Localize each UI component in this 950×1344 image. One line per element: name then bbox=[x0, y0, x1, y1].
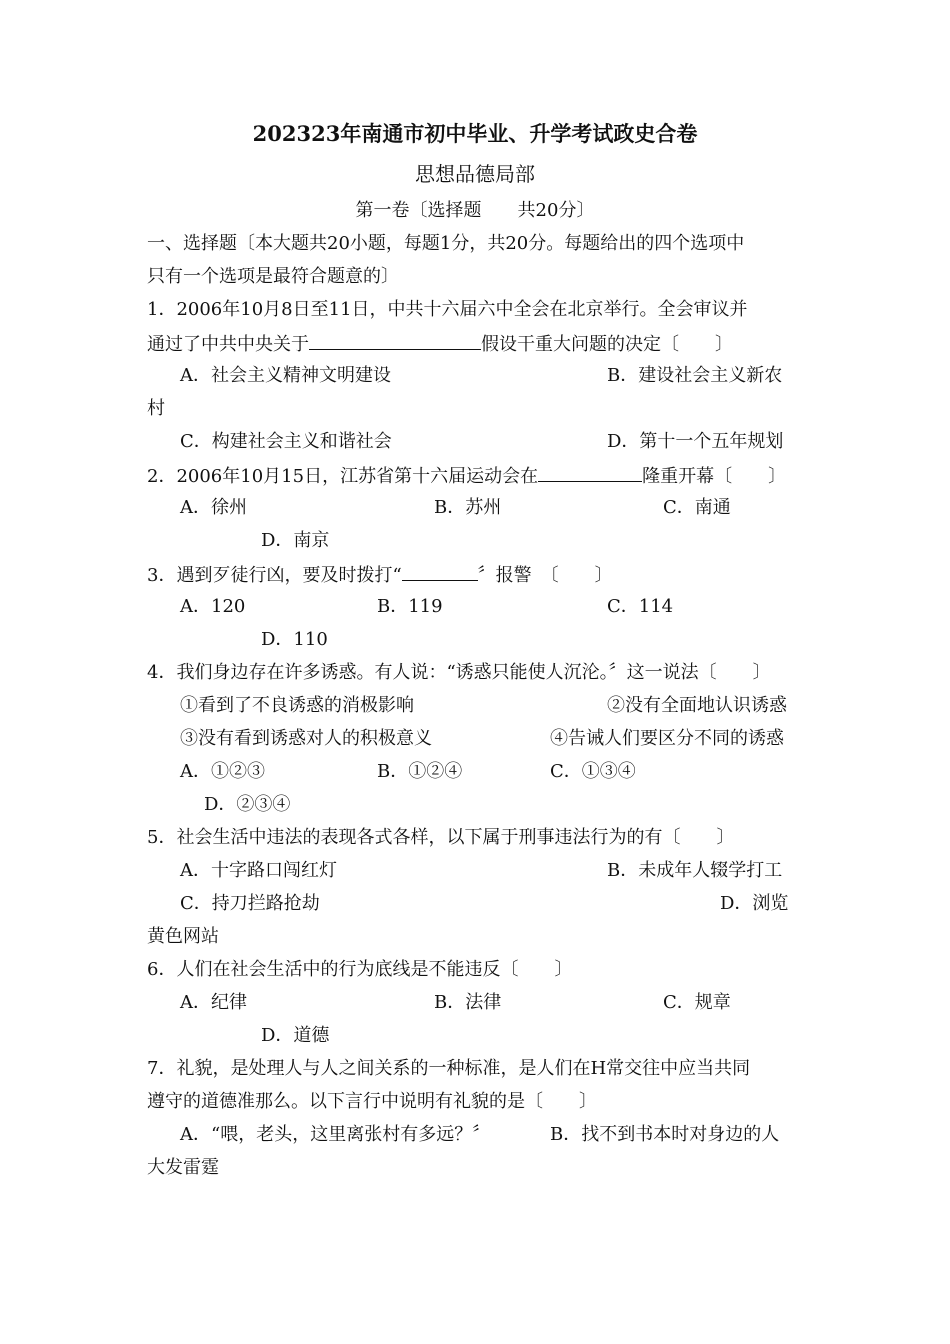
q6-stem: 6．人们在社会生活中的行为底线是不能违反〔 〕 bbox=[147, 959, 573, 980]
q1-stem-line-2 bbox=[147, 331, 733, 357]
q1-option-b: B．建设社会主义新农 bbox=[607, 365, 783, 386]
q5-option-b: B．未成年人辍学打工 bbox=[607, 860, 783, 881]
q3-stem-text-a: 3．遇到歹徒行凶，要及时拨打“ bbox=[147, 565, 402, 586]
q3-option-a: A．120 bbox=[180, 596, 246, 617]
q4-statement-4: ④告诫人们要区分不同的诱惑 bbox=[550, 728, 784, 749]
q4-option-c: C．①③④ bbox=[550, 761, 636, 782]
q4-statement-2: ②没有全面地认识诱惑 bbox=[607, 695, 787, 716]
q2-answer-blank bbox=[538, 463, 642, 482]
q7-option-b-wrap: 大发雷霆 bbox=[147, 1157, 219, 1178]
q3-stem bbox=[147, 562, 613, 588]
page-title: 202323年南通市初中毕业、升学考试政史合卷 bbox=[252, 121, 698, 146]
q7-option-b: B．找不到书本时对身边的人 bbox=[550, 1124, 780, 1145]
q1-option-d: D．第十一个五年规划 bbox=[607, 431, 784, 452]
q4-statement-1: ①看到了不良诱惑的消极影响 bbox=[180, 695, 414, 716]
q4-option-d: D．②③④ bbox=[204, 794, 291, 815]
q3-answer-blank bbox=[402, 562, 478, 581]
q7-option-a: A．“喂，老头，这里离张村有多远？〞 bbox=[180, 1124, 491, 1145]
q2-option-c: C．南通 bbox=[663, 497, 731, 518]
q4-option-b: B．①②④ bbox=[377, 761, 463, 782]
q6-option-b: B．法律 bbox=[434, 992, 502, 1013]
q2-option-b: B．苏州 bbox=[434, 497, 502, 518]
q1-option-c: C．构建社会主义和谐社会 bbox=[180, 431, 392, 452]
q5-option-c: C．持刀拦路抢劫 bbox=[180, 893, 320, 914]
q4-statement-3: ③没有看到诱惑对人的积极意义 bbox=[180, 728, 432, 749]
q2-option-d: D．南京 bbox=[261, 530, 330, 551]
page-subtitle: 思想品德局部 bbox=[415, 162, 535, 186]
q3-option-d: D．110 bbox=[261, 629, 328, 650]
q7-stem-line-2: 遵守的道德准那么。以下言行中说明有礼貌的是〔 〕 bbox=[147, 1091, 597, 1112]
q5-option-a: A．十字路口闯红灯 bbox=[180, 860, 337, 881]
q1-answer-blank bbox=[309, 331, 481, 350]
q2-stem bbox=[147, 463, 786, 489]
q2-option-a: A．徐州 bbox=[180, 497, 247, 518]
q6-option-c: C．规章 bbox=[663, 992, 731, 1013]
q4-option-a: A．①②③ bbox=[180, 761, 265, 782]
q6-option-a: A．纪律 bbox=[180, 992, 247, 1013]
part-heading: 第一卷〔选择题 共20分〕 bbox=[355, 200, 595, 221]
q3-option-b: B．119 bbox=[377, 596, 443, 617]
instruction-line-2: 只有一个选项是最符合题意的〕 bbox=[147, 266, 399, 287]
q7-stem-line-1: 7．礼貌，是处理人与人之间关系的一种标准，是人们在H常交往中应当共同 bbox=[147, 1058, 751, 1079]
instruction-line-1: 一、选择题〔本大题共20小题，每题1分，共20分。每题给出的四个选项中 bbox=[147, 233, 745, 254]
q4-stem: 4．我们身边存在许多诱惑。有人说：“诱惑只能使人沉沦。〞这一说法〔 〕 bbox=[147, 662, 771, 683]
q3-stem-text-b: 〞报警 〔 〕 bbox=[477, 565, 613, 586]
q1-stem-text-b: 假设干重大问题的决定〔 〕 bbox=[481, 334, 733, 355]
q5-stem: 5．社会生活中违法的表现各式各样，以下属于刑事违法行为的有〔 〕 bbox=[147, 827, 735, 848]
q5-option-d-wrap: 黄色网站 bbox=[147, 926, 219, 947]
q2-stem-text-b: 隆重开幕〔 〕 bbox=[642, 466, 787, 487]
q6-option-d: D．道德 bbox=[261, 1025, 330, 1046]
q1-stem-line-1: 1．2006年10月8日至11日，中共十六届六中全会在北京举行。全会审议并 bbox=[147, 299, 748, 320]
q5-option-d: D．浏览 bbox=[720, 893, 789, 914]
q1-option-b-wrap: 村 bbox=[147, 398, 165, 419]
q2-stem-text-a: 2．2006年10月15日，江苏省第十六届运动会在 bbox=[147, 466, 539, 487]
q1-option-a: A．社会主义精神文明建设 bbox=[180, 365, 391, 386]
q3-option-c: C．114 bbox=[607, 596, 674, 617]
q1-stem-text-a: 通过了中共中央关于 bbox=[147, 334, 309, 355]
